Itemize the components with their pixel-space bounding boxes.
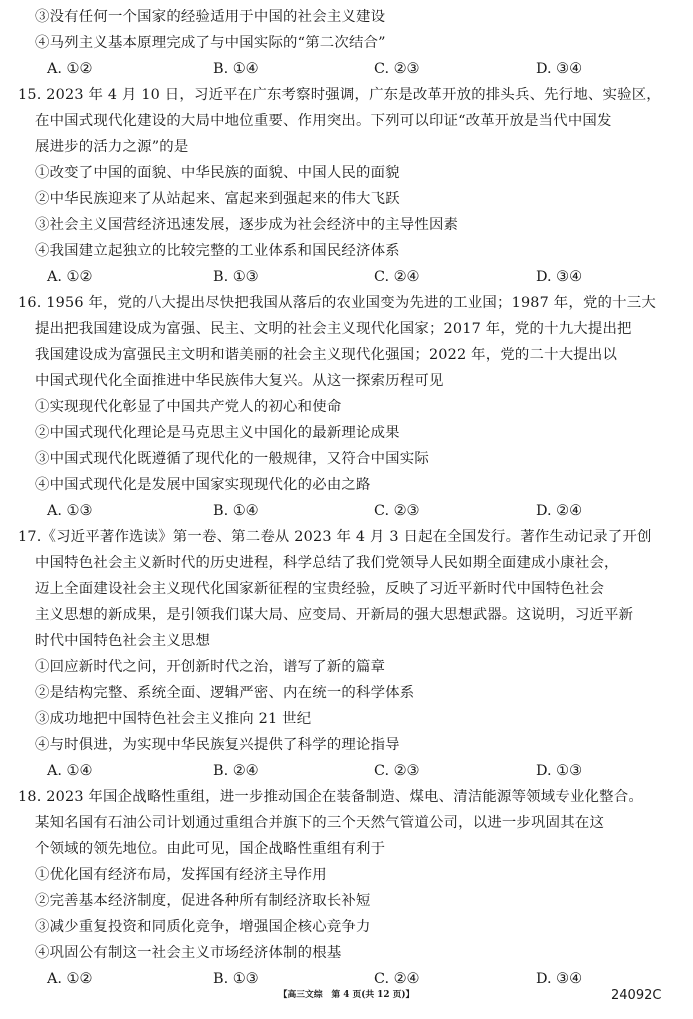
q17-item: ②是结构完整、系统全面、逻辑严密、内在统一的科学体系 (35, 685, 415, 701)
q18-option-c: C. ②④ (374, 971, 420, 987)
q16-stem-line: 我国建设成为富强民主文明和谐美丽的社会主义现代化强国；2022 年，党的二十大提出以 (35, 347, 618, 363)
q17-stem-line: 17.《习近平著作选读》第一卷、第二卷从 2023 年 4 月 3 日起在全国发行。著作生动记录了开创 (18, 529, 652, 545)
q18-stem-line: 某知名国有石油公司计划通过重组合并旗下的三个天然气管道公司，以进一步巩固其在这 (35, 815, 605, 831)
q17-stem-line: 迈上全面建设社会主义现代化国家新征程的宝贵经验，反映了习近平新时代中国特色社会 (35, 581, 605, 597)
q16-item: ①实现现代化彰显了中国共产党人的初心和使命 (35, 399, 342, 415)
q15-item: ③社会主义国营经济迅速发展，逐步成为社会经济中的主导性因素 (35, 217, 459, 233)
q17-option-a: A. ①④ (47, 763, 93, 779)
q14-option-c: C. ②③ (374, 61, 420, 77)
q17-option-c: C. ②③ (374, 763, 420, 779)
q14-item-4: ④马列主义基本原理完成了与中国实际的“第二次结合” (35, 35, 386, 51)
q16-item: ④中国式现代化是发展中国家实现现代化的必由之路 (35, 477, 371, 493)
q17-item: ①回应新时代之问，开创新时代之治，谱写了新的篇章 (35, 659, 386, 675)
q15-stem-line: 展进步的活力之源”的是 (35, 139, 189, 155)
q18-option-a: A. ①② (47, 971, 93, 987)
q18-item: ③减少重复投资和同质化竞争，增强国企核心竞争力 (35, 919, 371, 935)
q16-option-d: D. ②④ (536, 503, 582, 519)
q16-option-b: B. ①④ (213, 503, 259, 519)
q18-item: ①优化国有经济布局，发挥国有经济主导作用 (35, 867, 327, 883)
q16-option-c: C. ②③ (374, 503, 420, 519)
q16-stem-line: 16. 1956 年，党的八大提出尽快把我国从落后的农业国变为先进的工业国；1987 年，党的十三大 (18, 295, 656, 311)
exam-code: 24092C (611, 988, 662, 1003)
q17-stem-line: 时代中国特色社会主义思想 (35, 633, 211, 649)
q18-stem-line: 个领域的领先地位。由此可见，国企战略性重组有利于 (35, 841, 386, 857)
page-footer: 【高三文综 第 4 页(共 12 页)】 (278, 990, 415, 1000)
q17-option-b: B. ②④ (213, 763, 259, 779)
q15-option-b: B. ①③ (213, 269, 259, 285)
q14-option-b: B. ①④ (213, 61, 259, 77)
q16-item: ③中国式现代化既遵循了现代化的一般规律，又符合中国实际 (35, 451, 429, 467)
q16-stem-line: 提出把我国建设成为富强、民主、文明的社会主义现代化国家；2017 年，党的十九大提出把 (35, 321, 632, 337)
q15-item: ②中华民族迎来了从站起来、富起来到强起来的伟大飞跃 (35, 191, 400, 207)
q14-option-a: A. ①② (47, 61, 93, 77)
q15-option-d: D. ③④ (536, 269, 582, 285)
q18-stem-line: 18. 2023 年国企战略性重组，进一步推动国企在装备制造、煤电、清洁能源等领域专业化整合。 (18, 789, 643, 805)
q18-option-d: D. ③④ (536, 971, 582, 987)
q14-item-3: ③没有任何一个国家的经验适用于中国的社会主义建设 (35, 9, 386, 25)
q17-option-d: D. ①③ (536, 763, 582, 779)
q16-item: ②中国式现代化理论是马克思主义中国化的最新理论成果 (35, 425, 400, 441)
q18-option-b: B. ①③ (213, 971, 259, 987)
q15-item: ①改变了中国的面貌、中华民族的面貌、中国人民的面貌 (35, 165, 400, 181)
q17-item: ③成功地把中国特色社会主义推向 21 世纪 (35, 711, 312, 727)
q15-option-a: A. ①② (47, 269, 93, 285)
q17-stem-line: 主义思想的新成果，是引领我们谋大局、应变局、开新局的强大思想武器。这说明，习近平新 (35, 607, 634, 623)
q15-stem-line: 15. 2023 年 4 月 10 日，习近平在广东考察时强调，广东是改革开放的排头兵、先行地、实验区， (18, 87, 661, 103)
q15-stem-line: 在中国式现代化建设的大局中地位重要、作用突出。下列可以印证“改革开放是当代中国发 (35, 113, 612, 129)
q15-option-c: C. ②④ (374, 269, 420, 285)
q18-item: ②完善基本经济制度，促进各种所有制经济取长补短 (35, 893, 371, 909)
q17-item: ④与时俱进，为实现中华民族复兴提供了科学的理论指导 (35, 737, 400, 753)
q16-option-a: A. ①③ (47, 503, 93, 519)
q17-stem-line: 中国特色社会主义新时代的历史进程，科学总结了我们党领导人民如期全面建成小康社会， (35, 555, 619, 571)
q14-option-d: D. ③④ (536, 61, 582, 77)
q16-stem-line: 中国式现代化全面推进中华民族伟大复兴。从这一探索历程可见 (35, 373, 444, 389)
q18-item: ④巩固公有制这一社会主义市场经济体制的根基 (35, 945, 342, 961)
q15-item: ④我国建立起独立的比较完整的工业体系和国民经济体系 (35, 243, 400, 259)
